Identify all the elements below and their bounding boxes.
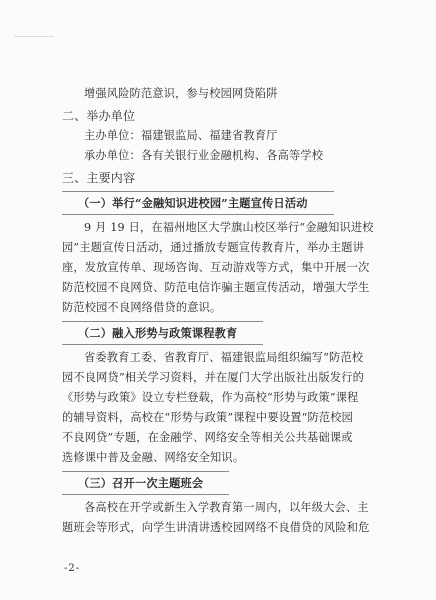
body-line: 园”主题宣传日活动，通过播放专题宣传教育片，举办主题讲 — [62, 241, 364, 254]
scan-artifact — [14, 36, 54, 47]
body-line: 9 月 19 日，在福州地区大学旗山校区举行“金融知识进校 — [84, 221, 374, 234]
body-line: 各高校在开学或新生入学教育第一周内，以年级大会、主 — [84, 501, 369, 514]
body-line: 选修课中普及金融、网络安全知识。 — [62, 451, 245, 464]
section-heading-3: 三、主要内容 — [62, 171, 136, 185]
page-number: -2- — [64, 563, 81, 574]
document-body — [62, 84, 384, 538]
subsection-heading-3 — [62, 471, 384, 495]
subsection-heading-1-text: （一）举行“金融知识进校园”主题宣传日活动 — [62, 191, 334, 215]
body-line: 省委教育工委、省教育厅、福建银监局组织编写“防范校 — [84, 351, 364, 364]
subsection-heading-1 — [62, 191, 384, 215]
body-line: 座，发放宣传单、现场咨询、互动游戏等方式，集中开展一次 — [62, 261, 370, 274]
body-line: 防范校园不良网络借贷的意识。 — [62, 301, 222, 314]
body-line: 园不良网贷”相关学习资料，并在厦门大学出版社出版发行的 — [62, 371, 364, 384]
subsection-heading-3-text: （三）召开一次主题班会 — [62, 471, 229, 495]
organizer-line: 主办单位：福建银监局、福建省教育厅 — [84, 129, 278, 142]
body-line: 题班会等形式，向学生讲清讲透校园网络不良借贷的风险和危 — [62, 521, 370, 534]
body-line: 防范校园不良网贷、防范电信诈骗主题宣传活动，增强大学生 — [62, 281, 370, 294]
body-line: 的辅导资料，高校在“形势与政策”课程中要设置“防范校园 — [62, 411, 354, 424]
section-heading-2: 二、举办单位 — [62, 109, 136, 123]
body-line: 不良网贷”专题，在金融学、网络安全等相关公共基础课或 — [62, 431, 353, 444]
body-line: 《形势与政策》设立专栏登载，作为高校“形势与政策”课程 — [62, 391, 359, 404]
body-line: 增强风险防范意识，参与校园网贷陷阱 — [84, 87, 278, 100]
subsection-heading-2-text: （二）融入形势与政策课程教育 — [62, 321, 263, 345]
subsection-heading-2 — [62, 321, 384, 345]
co-organizer-line: 承办单位：各有关银行业金融机构、各高等学校 — [84, 149, 324, 162]
